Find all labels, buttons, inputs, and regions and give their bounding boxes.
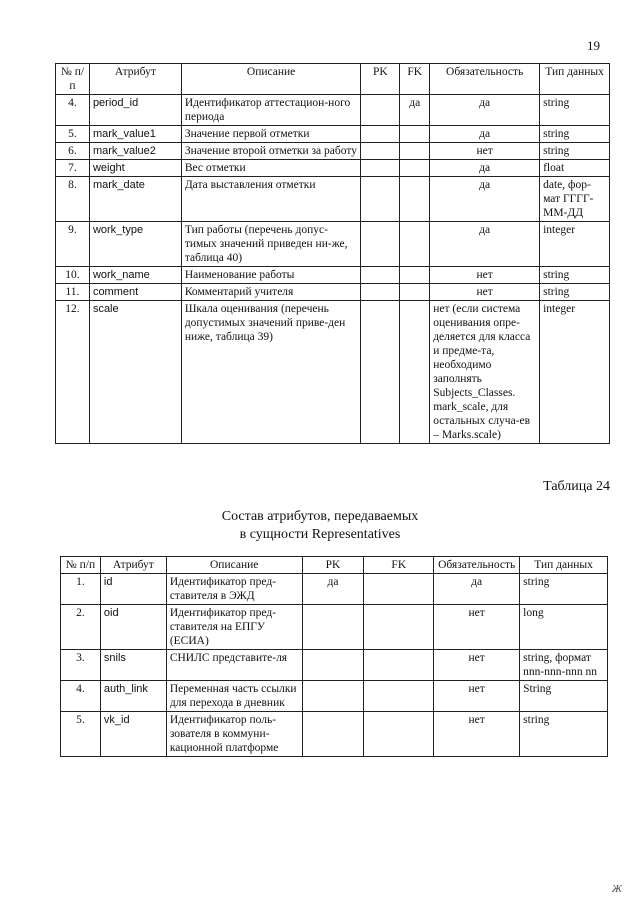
row-fk — [364, 605, 434, 650]
row-number: 3. — [61, 650, 101, 681]
row-description: СНИЛС представите-ля — [166, 650, 302, 681]
table-row — [61, 574, 608, 605]
row-attribute: work_name — [89, 267, 181, 284]
table-row — [56, 143, 610, 160]
row-data-type: string — [540, 284, 610, 301]
row-pk — [361, 284, 400, 301]
header-required: Обязательность — [430, 64, 540, 95]
table-row — [56, 284, 610, 301]
header-description: Описание — [181, 64, 361, 95]
row-data-type: string, формат nnn-nnn-nnn nn — [520, 650, 608, 681]
page-number: 19 — [587, 38, 600, 53]
table-row — [56, 126, 610, 143]
row-number: 8. — [56, 177, 90, 222]
row-attribute: comment — [89, 284, 181, 301]
row-number: 11. — [56, 284, 90, 301]
row-description: Значение второй отметки за работу — [181, 143, 361, 160]
row-data-type: string — [540, 267, 610, 284]
header-data-type: Тип данных — [540, 64, 610, 95]
header-number: № п/п — [56, 64, 90, 95]
row-attribute: scale — [89, 301, 181, 444]
row-data-type: string — [540, 126, 610, 143]
row-data-type: string — [540, 95, 610, 126]
row-fk — [364, 681, 434, 712]
header-description: Описание — [166, 557, 302, 574]
row-fk — [364, 574, 434, 605]
row-required: да — [430, 95, 540, 126]
row-description: Идентификатор поль-зователя в коммуни-кационной платформе — [166, 712, 302, 757]
table-header-row — [61, 557, 608, 574]
row-attribute: vk_id — [100, 712, 166, 757]
row-data-type: String — [520, 681, 608, 712]
table-row — [56, 160, 610, 177]
row-required: нет — [434, 712, 520, 757]
header-attribute: Атрибут — [100, 557, 166, 574]
table-label: Таблица 24 — [543, 479, 610, 494]
row-required: да — [430, 160, 540, 177]
row-attribute: snils — [100, 650, 166, 681]
row-pk — [361, 177, 400, 222]
row-attribute: mark_value2 — [89, 143, 181, 160]
row-attribute: mark_date — [89, 177, 181, 222]
header-fk: FK — [400, 64, 430, 95]
row-fk — [400, 160, 430, 177]
row-pk — [361, 126, 400, 143]
row-pk — [361, 222, 400, 267]
row-attribute: oid — [100, 605, 166, 650]
row-required: нет — [430, 267, 540, 284]
row-number: 10. — [56, 267, 90, 284]
row-attribute: mark_value1 — [89, 126, 181, 143]
row-number: 2. — [61, 605, 101, 650]
row-data-type: string — [520, 712, 608, 757]
header-attribute: Атрибут — [89, 64, 181, 95]
row-number: 12. — [56, 301, 90, 444]
row-pk — [361, 160, 400, 177]
row-fk — [400, 222, 430, 267]
row-data-type: integer — [540, 222, 610, 267]
representatives-attributes-table — [60, 556, 608, 757]
header-fk: FK — [364, 557, 434, 574]
row-required: нет — [430, 143, 540, 160]
row-attribute: weight — [89, 160, 181, 177]
row-required: нет — [434, 605, 520, 650]
handwritten-mark: Ж — [611, 883, 622, 895]
header-pk: PK — [302, 557, 364, 574]
table-row — [61, 605, 608, 650]
row-fk — [400, 177, 430, 222]
row-description: Идентификатор аттестацион-ного периода — [181, 95, 361, 126]
row-description: Тип работы (перечень допус-тимых значений приведен ни-же, таблица 40) — [181, 222, 361, 267]
row-description: Идентификатор пред-ставителя на ЕПГУ (ЕСИА) — [166, 605, 302, 650]
row-data-type: long — [520, 605, 608, 650]
row-number: 1. — [61, 574, 101, 605]
row-fk — [400, 284, 430, 301]
header-required: Обязательность — [434, 557, 520, 574]
caption-line-2: в сущности Representatives — [239, 527, 401, 542]
row-required: нет — [434, 681, 520, 712]
row-number: 4. — [61, 681, 101, 712]
table-row — [61, 681, 608, 712]
row-description: Идентификатор пред-ставителя в ЭЖД — [166, 574, 302, 605]
row-description: Значение первой отметки — [181, 126, 361, 143]
row-data-type: integer — [540, 301, 610, 444]
row-description: Шкала оценивания (перечень допустимых значений приве-ден ниже, таблица 39) — [181, 301, 361, 444]
row-number: 5. — [61, 712, 101, 757]
row-attribute: period_id — [89, 95, 181, 126]
table-row — [61, 650, 608, 681]
row-data-type: string — [540, 143, 610, 160]
row-pk — [361, 267, 400, 284]
row-pk — [361, 143, 400, 160]
row-description: Наименование работы — [181, 267, 361, 284]
row-required: нет — [434, 650, 520, 681]
table-caption — [0, 508, 640, 544]
row-number: 5. — [56, 126, 90, 143]
row-pk — [302, 681, 364, 712]
row-required: да — [430, 177, 540, 222]
row-data-type: string — [520, 574, 608, 605]
row-description: Вес отметки — [181, 160, 361, 177]
table-row — [61, 712, 608, 757]
row-description: Переменная часть ссылки для перехода в дневник — [166, 681, 302, 712]
caption-line-1: Состав атрибутов, передаваемых — [221, 509, 419, 524]
row-required: да — [434, 574, 520, 605]
header-number: № п/п — [61, 557, 101, 574]
row-required: да — [430, 222, 540, 267]
row-description: Комментарий учителя — [181, 284, 361, 301]
row-number: 6. — [56, 143, 90, 160]
row-attribute: auth_link — [100, 681, 166, 712]
table-header-row — [56, 64, 610, 95]
table-row — [56, 95, 610, 126]
table-row — [56, 267, 610, 284]
row-pk — [302, 650, 364, 681]
row-description: Дата выставления отметки — [181, 177, 361, 222]
header-data-type: Тип данных — [520, 557, 608, 574]
row-data-type: date, фор-мат ГГГГ-ММ-ДД — [540, 177, 610, 222]
table-row — [56, 301, 610, 444]
row-required: да — [430, 126, 540, 143]
row-fk: да — [400, 95, 430, 126]
row-pk — [361, 95, 400, 126]
row-pk — [302, 712, 364, 757]
row-fk — [364, 650, 434, 681]
row-fk — [364, 712, 434, 757]
row-number: 7. — [56, 160, 90, 177]
attributes-table-continued — [55, 63, 610, 444]
row-number: 9. — [56, 222, 90, 267]
row-fk — [400, 143, 430, 160]
row-attribute: work_type — [89, 222, 181, 267]
row-fk — [400, 301, 430, 444]
row-pk — [361, 301, 400, 444]
row-pk: да — [302, 574, 364, 605]
row-fk — [400, 267, 430, 284]
table-row — [56, 222, 610, 267]
row-number: 4. — [56, 95, 90, 126]
row-pk — [302, 605, 364, 650]
row-data-type: float — [540, 160, 610, 177]
row-attribute: id — [100, 574, 166, 605]
row-required: нет — [430, 284, 540, 301]
row-required: нет (если система оценивания опре-деляется для класса и предме-та, необходимо заполнять Subjects_Classes. mark_scale, для остальных случа-ев – Marks.scale) — [430, 301, 540, 444]
table-row — [56, 177, 610, 222]
row-fk — [400, 126, 430, 143]
header-pk: PK — [361, 64, 400, 95]
